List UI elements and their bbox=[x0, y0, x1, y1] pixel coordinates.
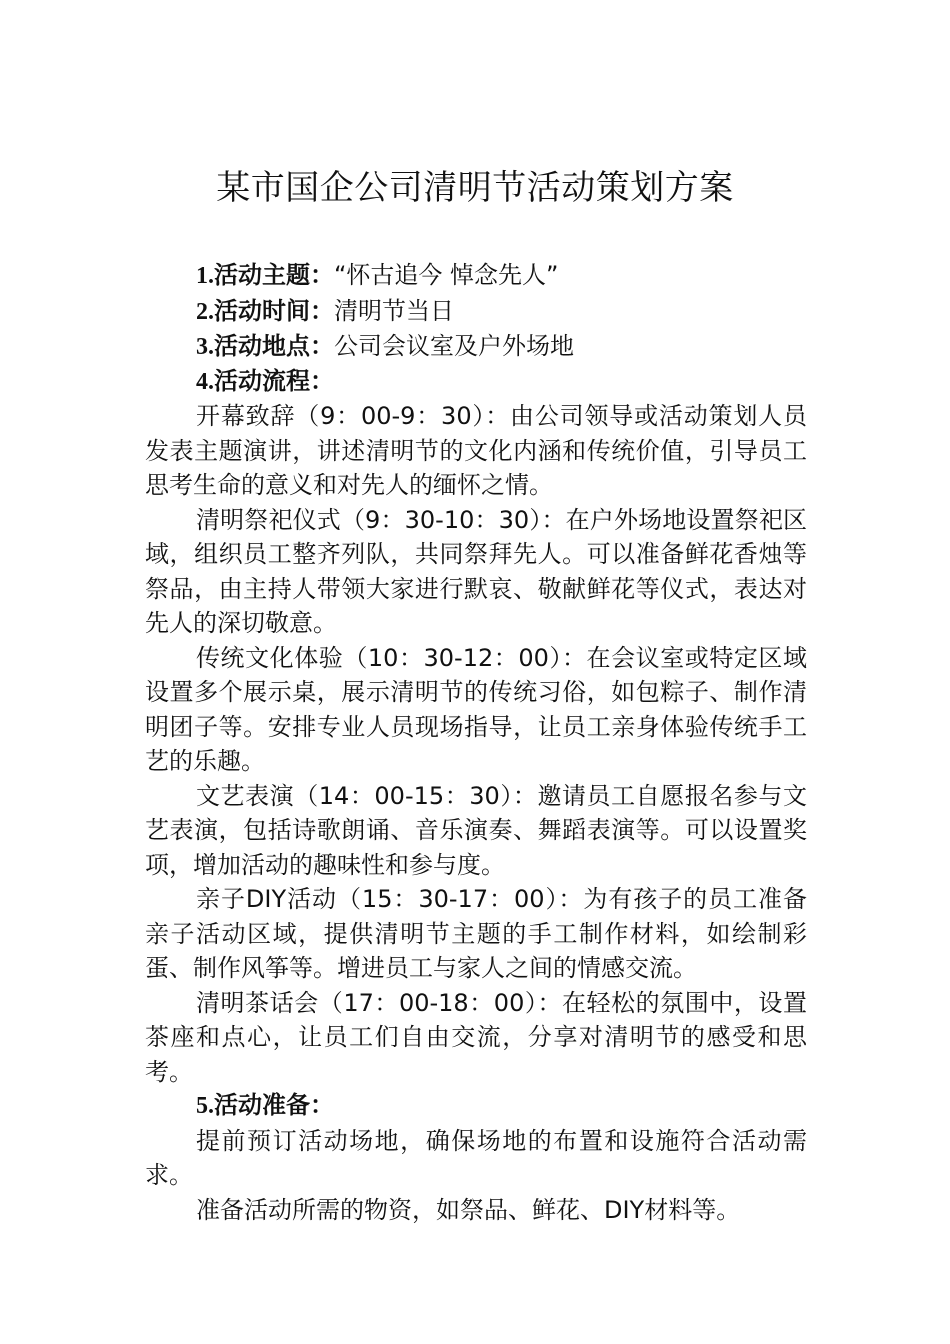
section-location-value: 公司会议室及户外场地 bbox=[334, 332, 574, 360]
section-time bbox=[145, 294, 807, 330]
flow-paragraph-performance: 文艺表演（14：00-15：30）：邀请员工自愿报名参与文艺表演，包括诗歌朗诵、音乐演奏、舞蹈表演等。可以设置奖项，增加活动的趣味性和参与度。 bbox=[145, 781, 807, 879]
prep-paragraph-materials: 准备活动所需的物资，如祭品、鲜花、DIY材料等。 bbox=[196, 1195, 741, 1224]
flow-paragraph-diy: 亲子DIY活动（15：30-17：00）：为有孩子的员工准备亲子活动区域，提供清明节主题的手工制作材料，如绘制彩蛋、制作风筝等。增进员工与家人之间的情感交流。 bbox=[145, 885, 807, 982]
section-theme bbox=[145, 258, 807, 294]
section-time-value: 清明节当日 bbox=[334, 296, 454, 325]
section-flow-label: 4.活动流程： bbox=[196, 368, 334, 395]
section-location-label: 3.活动地点： bbox=[196, 334, 334, 360]
section-theme-label: 1.活动主题： bbox=[196, 263, 334, 289]
section-prep bbox=[145, 1089, 807, 1124]
flow-paragraph-culture: 传统文化体验（10：30-12：00）：在会议室或特定区域设置多个展示桌，展示清明节的传统习俗，如包粽子、制作清明团子等。安排专业人员现场指导，让员工亲身体验传统手工艺的乐趣。 bbox=[145, 643, 807, 775]
document-body bbox=[145, 258, 807, 1227]
prep-paragraph-venue: 提前预订活动场地，确保场地的布置和设施符合活动需求。 bbox=[145, 1126, 807, 1189]
flow-paragraph-tea: 清明茶话会（17：00-18：00）：在轻松的氛围中，设置茶座和点心，让员工们自由交流，分享对清明节的感受和思考。 bbox=[145, 988, 807, 1086]
document-title: 某市国企公司清明节活动策划方案 bbox=[216, 168, 734, 208]
section-prep-label: 5.活动准备： bbox=[196, 1093, 334, 1119]
section-flow bbox=[145, 365, 807, 400]
section-location bbox=[145, 329, 807, 365]
section-time-label: 2.活动时间： bbox=[196, 298, 334, 325]
section-theme-value: “怀古追今 悼念先人” bbox=[334, 261, 559, 289]
flow-paragraph-opening: 开幕致辞（9：00-9：30）：由公司领导或活动策划人员发表主题演讲，讲述清明节的文化内涵和传统价值，引导员工思考生命的意义和对先人的缅怀之情。 bbox=[145, 402, 807, 499]
flow-paragraph-ceremony: 清明祭祀仪式（9：30-10：30）：在户外场地设置祭祀区域，组织员工整齐列队，共同祭拜先人。可以准备鲜花香烛等祭品，由主持人带领大家进行默哀、敬献鲜花等仪式，表达对先人的深切敬意。 bbox=[145, 505, 807, 637]
